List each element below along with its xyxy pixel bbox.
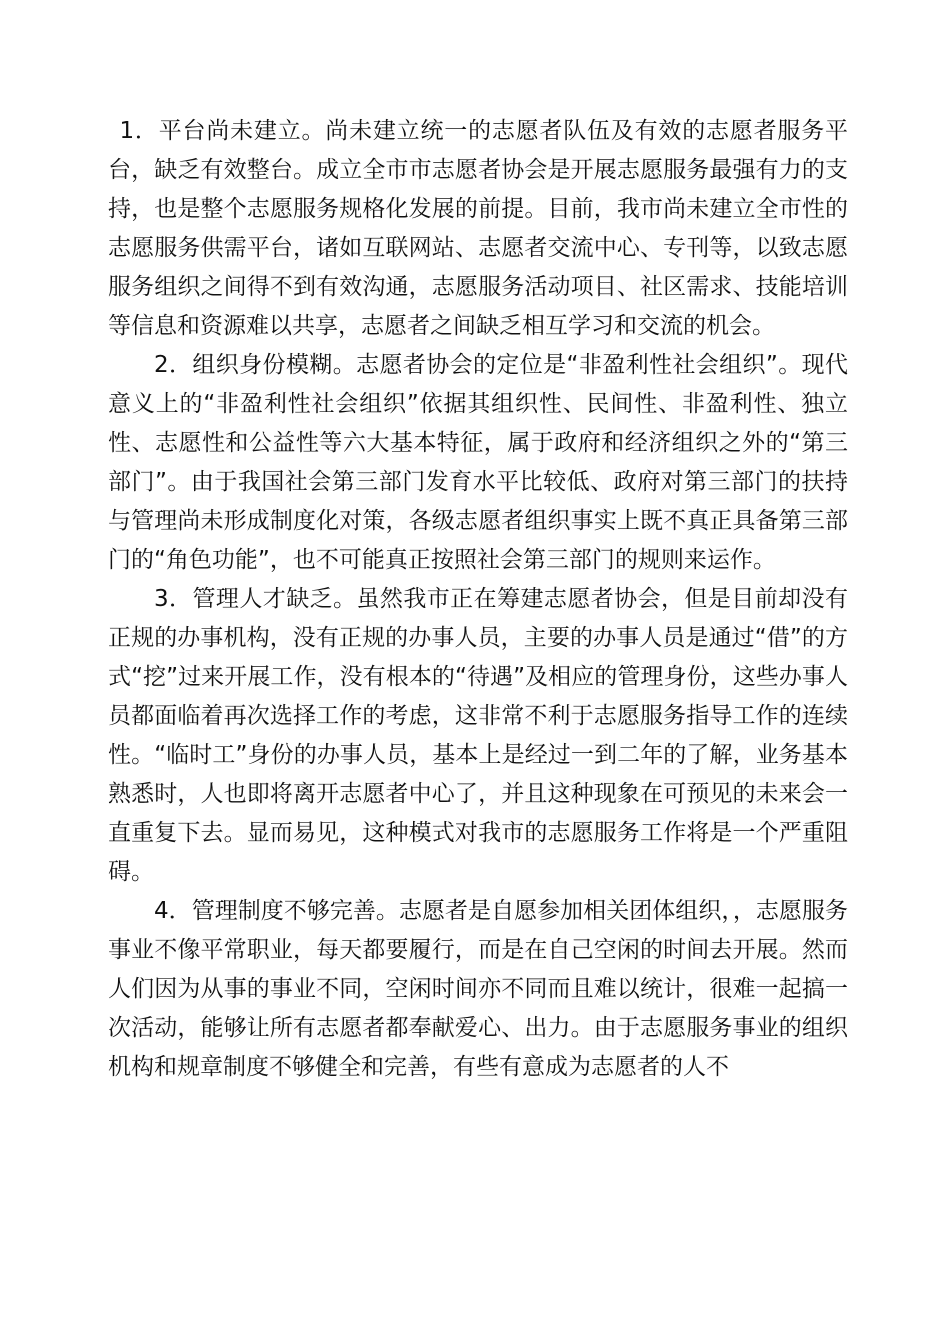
paragraph-platform: 1．平台尚未建立。尚未建立统一的志愿者队伍及有效的志愿者服务平台，缺乏有效整台。成立全市市志愿者协会是开展志愿服务最强有力的支持，也是整个志愿服务规格化发展的前提。目前，我市尚未建立全市性的志愿服务供需平台，诸如互联网站、志愿者交流中心、专刊等，以致志愿服务组织之间得不到有效沟通，志愿服务活动项目、社区需求、技能培训等信息和资源难以共享，志愿者之间缺乏相互学习和交流的机会。	[108, 118, 848, 339]
paragraph-management-system: 4．管理制度不够完善。志愿者是自愿参加相关团体组织，，志愿服务事业不像平常职业，每天都要履行，而是在自己空闲的时间去开展。然而人们因为从事的事业不同，空闲时间亦不同而且难以统计，很难一起搞一次活动，能够让所有志愿者都奉献爱心、出力。由于志愿服务事业的组织机构和规章制度不够健全和完善，有些有意成为志愿者的人不	[108, 898, 848, 1080]
paragraph-management-talent: 3．管理人才缺乏。虽然我市正在筹建志愿者协会，但是目前却没有正规的办事机构，没有正规的办事人员，主要的办事人员是通过“借”的方式“挖”过来开展工作，没有根本的“待遇”及相应的管理身份，这些办事人员都面临着再次选择工作的考虑，这非常不利于志愿服务指导工作的连续性。“临时工”身份的办事人员，基本上是经过一到二年的了解，业务基本熟悉时，人也即将离开志愿者中心了，并且这种现象在可预见的未来会一直重复下去。显而易见，这种模式对我市的志愿服务工作将是一个严重阻碍。	[108, 586, 848, 885]
paragraph-organization-identity: 2．组织身份模糊。志愿者协会的定位是“非盈利性社会组织”。现代意义上的“非盈利性社会组织”依据其组织性、民间性、非盈利性、独立性、志愿性和公益性等六大基本特征，属于政府和经济组织之外的“第三部门”。由于我国社会第三部门发育水平比较低、政府对第三部门的扶持与管理尚未形成制度化对策，各级志愿者组织事实上既不真正具备第三部门的“角色功能”，也不可能真正按照社会第三部门的规则来运作。	[108, 352, 848, 573]
document-body	[108, 112, 848, 1087]
